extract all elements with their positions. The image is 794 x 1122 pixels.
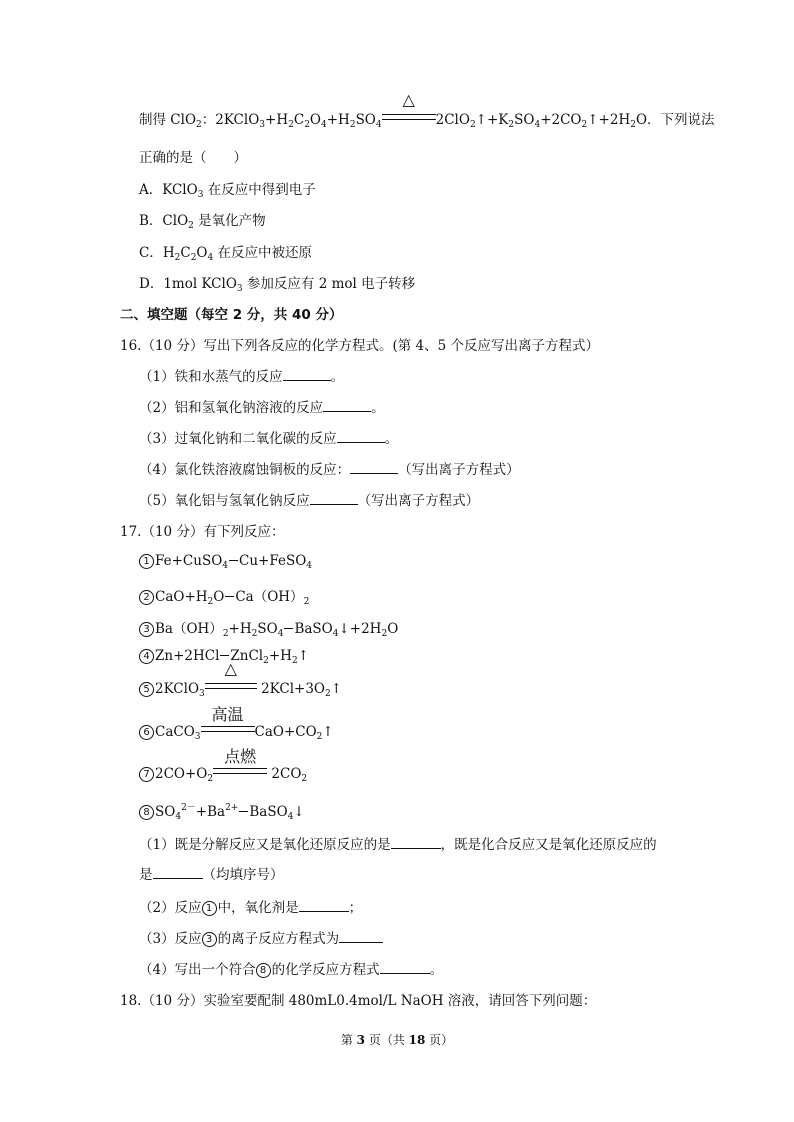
answer-blank[interactable]: [339, 930, 383, 943]
circled-number: 2: [139, 590, 154, 605]
text: 制得 ClO: [139, 112, 197, 128]
circled-number: 5: [139, 682, 154, 697]
q17-sub-3: （3）反应 3 的离子反应方程式为: [139, 927, 383, 947]
subscript: 4: [534, 120, 541, 130]
text: ↑+2H: [587, 112, 631, 128]
q16-item-4: （4）氯化铁溶液腐蚀铜板的反应： （写出离子方程式）: [139, 462, 520, 478]
q16-stem: 16.（10 分）写出下列各反应的化学方程式。(第 4、5 个反应写出离子方程式）: [120, 338, 599, 354]
q16-item-5: （5）氧化铝与氢氧化钠反应 （写出离子方程式）: [139, 493, 480, 509]
answer-blank[interactable]: [380, 961, 430, 974]
circled-number: 7: [139, 767, 154, 782]
q15-option-c: C．$H_2C_2O_4$ 在反应中被还原: [139, 245, 313, 263]
q17-reaction-8: 8 $SO_4^{2-}+Ba^{2+}$ BaSO$_4$↓: [139, 800, 305, 822]
text: +H: [326, 112, 350, 128]
q17-reaction-1: 1 Fe+CuSO$_4$ Cu+FeSO$_4$: [139, 553, 312, 571]
text: O: [309, 112, 321, 128]
q15-option-a: A．KClO$_3$ 在反应中得到电子: [139, 182, 316, 200]
reaction-condition: 高温: [201, 724, 255, 740]
subscript: 2: [630, 120, 636, 130]
text: +2CO: [540, 112, 582, 128]
q17-stem: 17.（10 分）有下列反应：: [120, 524, 285, 540]
subscript: 2: [196, 120, 202, 130]
q17-reaction-2: 2 $CaO+H_2O$ $Ca(OH)_2$: [139, 585, 309, 607]
page-number: 3: [356, 1033, 365, 1047]
answer-blank[interactable]: [153, 866, 203, 879]
total-pages: 18: [408, 1033, 426, 1047]
q15-option-d: D．1mol KClO$_3$ 参加反应有 2 mol 电子转移: [139, 276, 416, 294]
circled-number: 4: [139, 649, 154, 664]
circled-number: 1: [139, 554, 154, 569]
text: 2ClO: [435, 112, 470, 128]
subscript: 3: [259, 120, 266, 130]
circled-number: 6: [139, 725, 154, 740]
section-heading: 二、填空题（每空 2 分，共 40 分）: [120, 307, 343, 323]
text: C: [293, 112, 305, 128]
q16-item-1: （1）铁和水蒸气的反应 。: [139, 369, 345, 385]
reaction-condition: [382, 90, 436, 128]
subscript: 2: [288, 120, 294, 130]
text: O．下列说法: [635, 112, 715, 128]
q17-sub-1-line2: 是 （均填序号）: [139, 867, 284, 883]
q15-equation-line: [139, 90, 715, 130]
answer-blank[interactable]: [283, 368, 331, 381]
q16-item-2: （2）铝和氢氧化钠溶液的反应 。: [139, 400, 385, 416]
q17-sub-4: （4）写出一个符合 8 的化学反应方程式 。: [139, 962, 444, 978]
text: SO: [355, 112, 376, 128]
q18-stem: 18.（10 分）实验室要配制 480mL0.4mol/L NaOH 溶液，请回答下列问题：: [120, 993, 597, 1009]
text: +H: [265, 112, 289, 128]
answer-blank[interactable]: [310, 492, 358, 505]
q16-item-3: （3）过氧化钠和二氧化碳的反应 。: [139, 431, 399, 447]
q17-reaction-3: 3 $Ba(OH)_2+H_2SO_4$ $BaSO_4↓+2H_2O$: [139, 617, 398, 639]
text: ：2KClO: [201, 112, 260, 128]
reaction-condition: △: [205, 681, 257, 697]
circled-number: 8: [139, 805, 154, 820]
q17-sub-2: （2）反应 1 中，氧化剂是 ；: [139, 900, 363, 916]
subscript: 2: [469, 120, 476, 130]
q17-reaction-7: 7 $2CO+O_2$ 点燃 $2CO_2$: [139, 766, 307, 784]
q17-sub-1: （1）既是分解反应又是氧化还原反应的是 ，既是化合反应又是氧化还原反应的: [139, 837, 657, 853]
subscript: 4: [375, 120, 382, 130]
subscript: 4: [321, 120, 327, 130]
subscript: 2: [508, 120, 515, 130]
reaction-condition: 点燃: [213, 766, 267, 782]
subscript: 2: [349, 120, 356, 130]
answer-blank[interactable]: [337, 430, 385, 443]
answer-blank[interactable]: [350, 461, 398, 474]
q15-option-b: B．ClO$_2$ 是氧化产物: [139, 213, 266, 231]
page-footer: 第 3 页（共 18 页）: [340, 1033, 454, 1047]
text: ↑+K: [475, 112, 509, 128]
subscript: 2: [581, 120, 588, 130]
answer-blank[interactable]: [299, 899, 349, 912]
answer-blank[interactable]: [391, 836, 441, 849]
answer-blank[interactable]: [323, 399, 371, 412]
q17-reaction-6: 6 CaCO$_3$ 高温 $CaO+CO_2↑$: [139, 724, 334, 742]
q15-stem-line2: 正确的是（ ）: [139, 150, 247, 166]
q17-reaction-5: 5 2KClO$_3$ △ $2KCl+3O_2↑$: [139, 681, 342, 699]
circled-number: 3: [139, 622, 154, 637]
text: SO: [514, 112, 535, 128]
heat-symbol: △: [402, 90, 415, 109]
q17-reaction-4: 4 Zn+2HCl $ZnCl_2+H_2↑$: [139, 648, 309, 666]
subscript: 2: [304, 120, 310, 130]
